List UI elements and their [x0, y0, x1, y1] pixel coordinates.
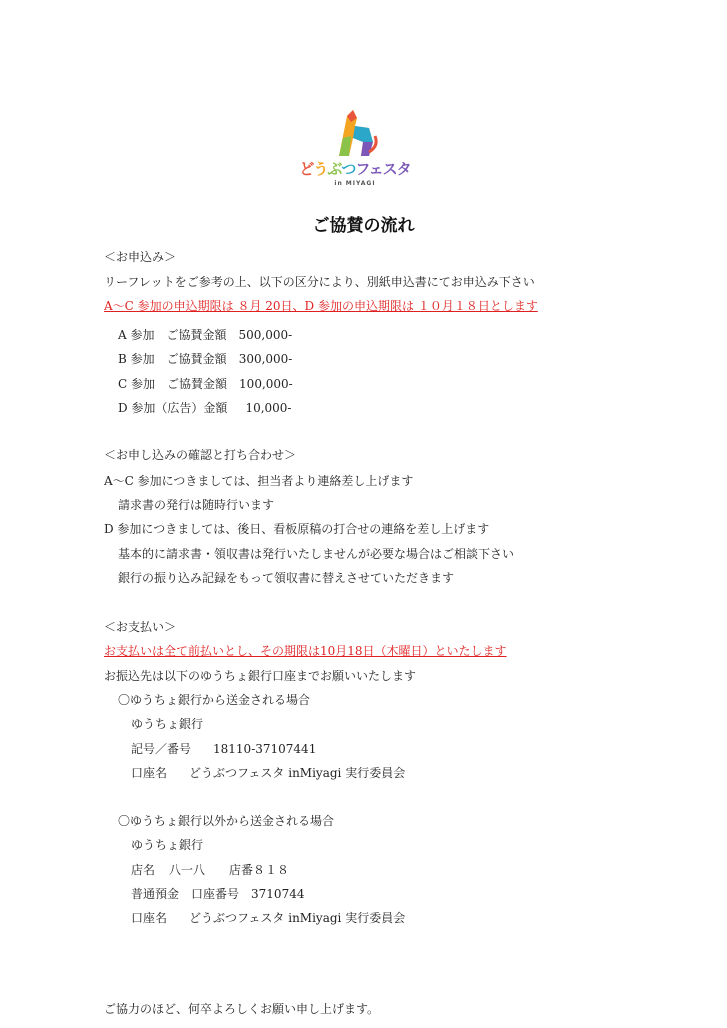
tier-row: [118, 400, 291, 416]
account-value: 3710744: [251, 887, 305, 901]
tier-name: C 参加: [118, 377, 155, 391]
tier-label: ご協賛金額: [166, 328, 227, 342]
confirmation-line: 基本的に請求書・領収書は発行いたしませんが必要な場合はご相談下さい: [118, 547, 515, 561]
other-transfer-title: 〇ゆうちょ銀行以外から送金される場合: [118, 814, 335, 828]
number-value: 18110-37107441: [213, 742, 317, 756]
logo-brand-text: どうぶつフェスタ: [299, 160, 411, 178]
account-type: 普通預金: [131, 887, 180, 901]
payment-heading: ＜お支払い＞: [104, 620, 177, 634]
tier-name: B 参加: [118, 352, 155, 366]
page-title: ご協賛の流れ: [312, 216, 415, 236]
dog-mascot-icon: [329, 108, 381, 158]
tier-amount: 10,000-: [245, 401, 292, 415]
holder-value: どうぶつフェスタ inMiyagi 実行委員会: [189, 911, 406, 925]
closing-message: ご協力のほど、何卒よろしくお願い申し上げます。: [104, 1002, 380, 1016]
other-branch: [131, 862, 289, 878]
application-heading: ＜お申込み＞: [104, 250, 177, 264]
tier-label: ご協賛金額: [167, 377, 228, 391]
holder-label: 口座名: [131, 911, 168, 925]
branch-value: 八一八: [169, 863, 206, 877]
tier-amount: 500,000-: [238, 328, 293, 342]
confirmation-line: 銀行の振り込み記録をもって領収書に替えさせていただきます: [118, 571, 455, 585]
branch-number: 店番８１８: [229, 863, 290, 877]
yucho-account-holder: [131, 765, 405, 781]
payment-prepay-notice: お支払いは全て前払いとし、その期限は10月18日（木曜日）といたします: [104, 644, 507, 658]
yucho-bank-name: ゆうちょ銀行: [131, 717, 204, 731]
tier-amount: 300,000-: [238, 352, 293, 366]
other-bank-name: ゆうちょ銀行: [131, 838, 204, 852]
confirmation-heading: ＜お申し込みの確認と打ち合わせ＞: [104, 448, 297, 462]
tier-row: [118, 351, 292, 367]
holder-label: 口座名: [131, 766, 168, 780]
branch-label: 店名: [131, 863, 156, 877]
tier-label: ご協賛金額: [166, 352, 227, 366]
tier-name: D 参加（広告）金額: [118, 401, 228, 415]
confirmation-line: A～C 参加につきましては、担当者より連絡差し上げます: [104, 474, 414, 488]
holder-value: どうぶつフェスタ inMiyagi 実行委員会: [189, 766, 406, 780]
yucho-transfer-title: 〇ゆうちょ銀行から送金される場合: [118, 693, 311, 707]
tier-name: A 参加: [118, 328, 155, 342]
logo-subtitle: in MIYAGI: [334, 180, 376, 187]
application-deadline: A～C 参加の申込期限は ８月 20日、D 参加の申込期限は １０月１８日とします: [104, 299, 538, 313]
confirmation-line: D 参加につきましては、後日、看板原稿の打合せの連絡を差し上げます: [104, 522, 490, 536]
account-label: 口座番号: [191, 887, 240, 901]
tier-row: [118, 376, 293, 392]
yucho-account-number: [131, 741, 316, 757]
tier-amount: 100,000-: [239, 377, 293, 391]
other-account-number: [131, 886, 304, 902]
tier-row: [118, 327, 292, 343]
festival-logo: [296, 108, 414, 188]
number-label: 記号／番号: [131, 742, 192, 756]
other-account-holder: [131, 910, 405, 926]
confirmation-line: 請求書の発行は随時行います: [118, 498, 275, 512]
application-instructions: リーフレットをご参考の上、以下の区分により、別紙申込書にてお申込み下さい: [104, 275, 535, 289]
payment-intro: お振込先は以下のゆうちょ銀行口座までお願いいたします: [104, 669, 417, 683]
